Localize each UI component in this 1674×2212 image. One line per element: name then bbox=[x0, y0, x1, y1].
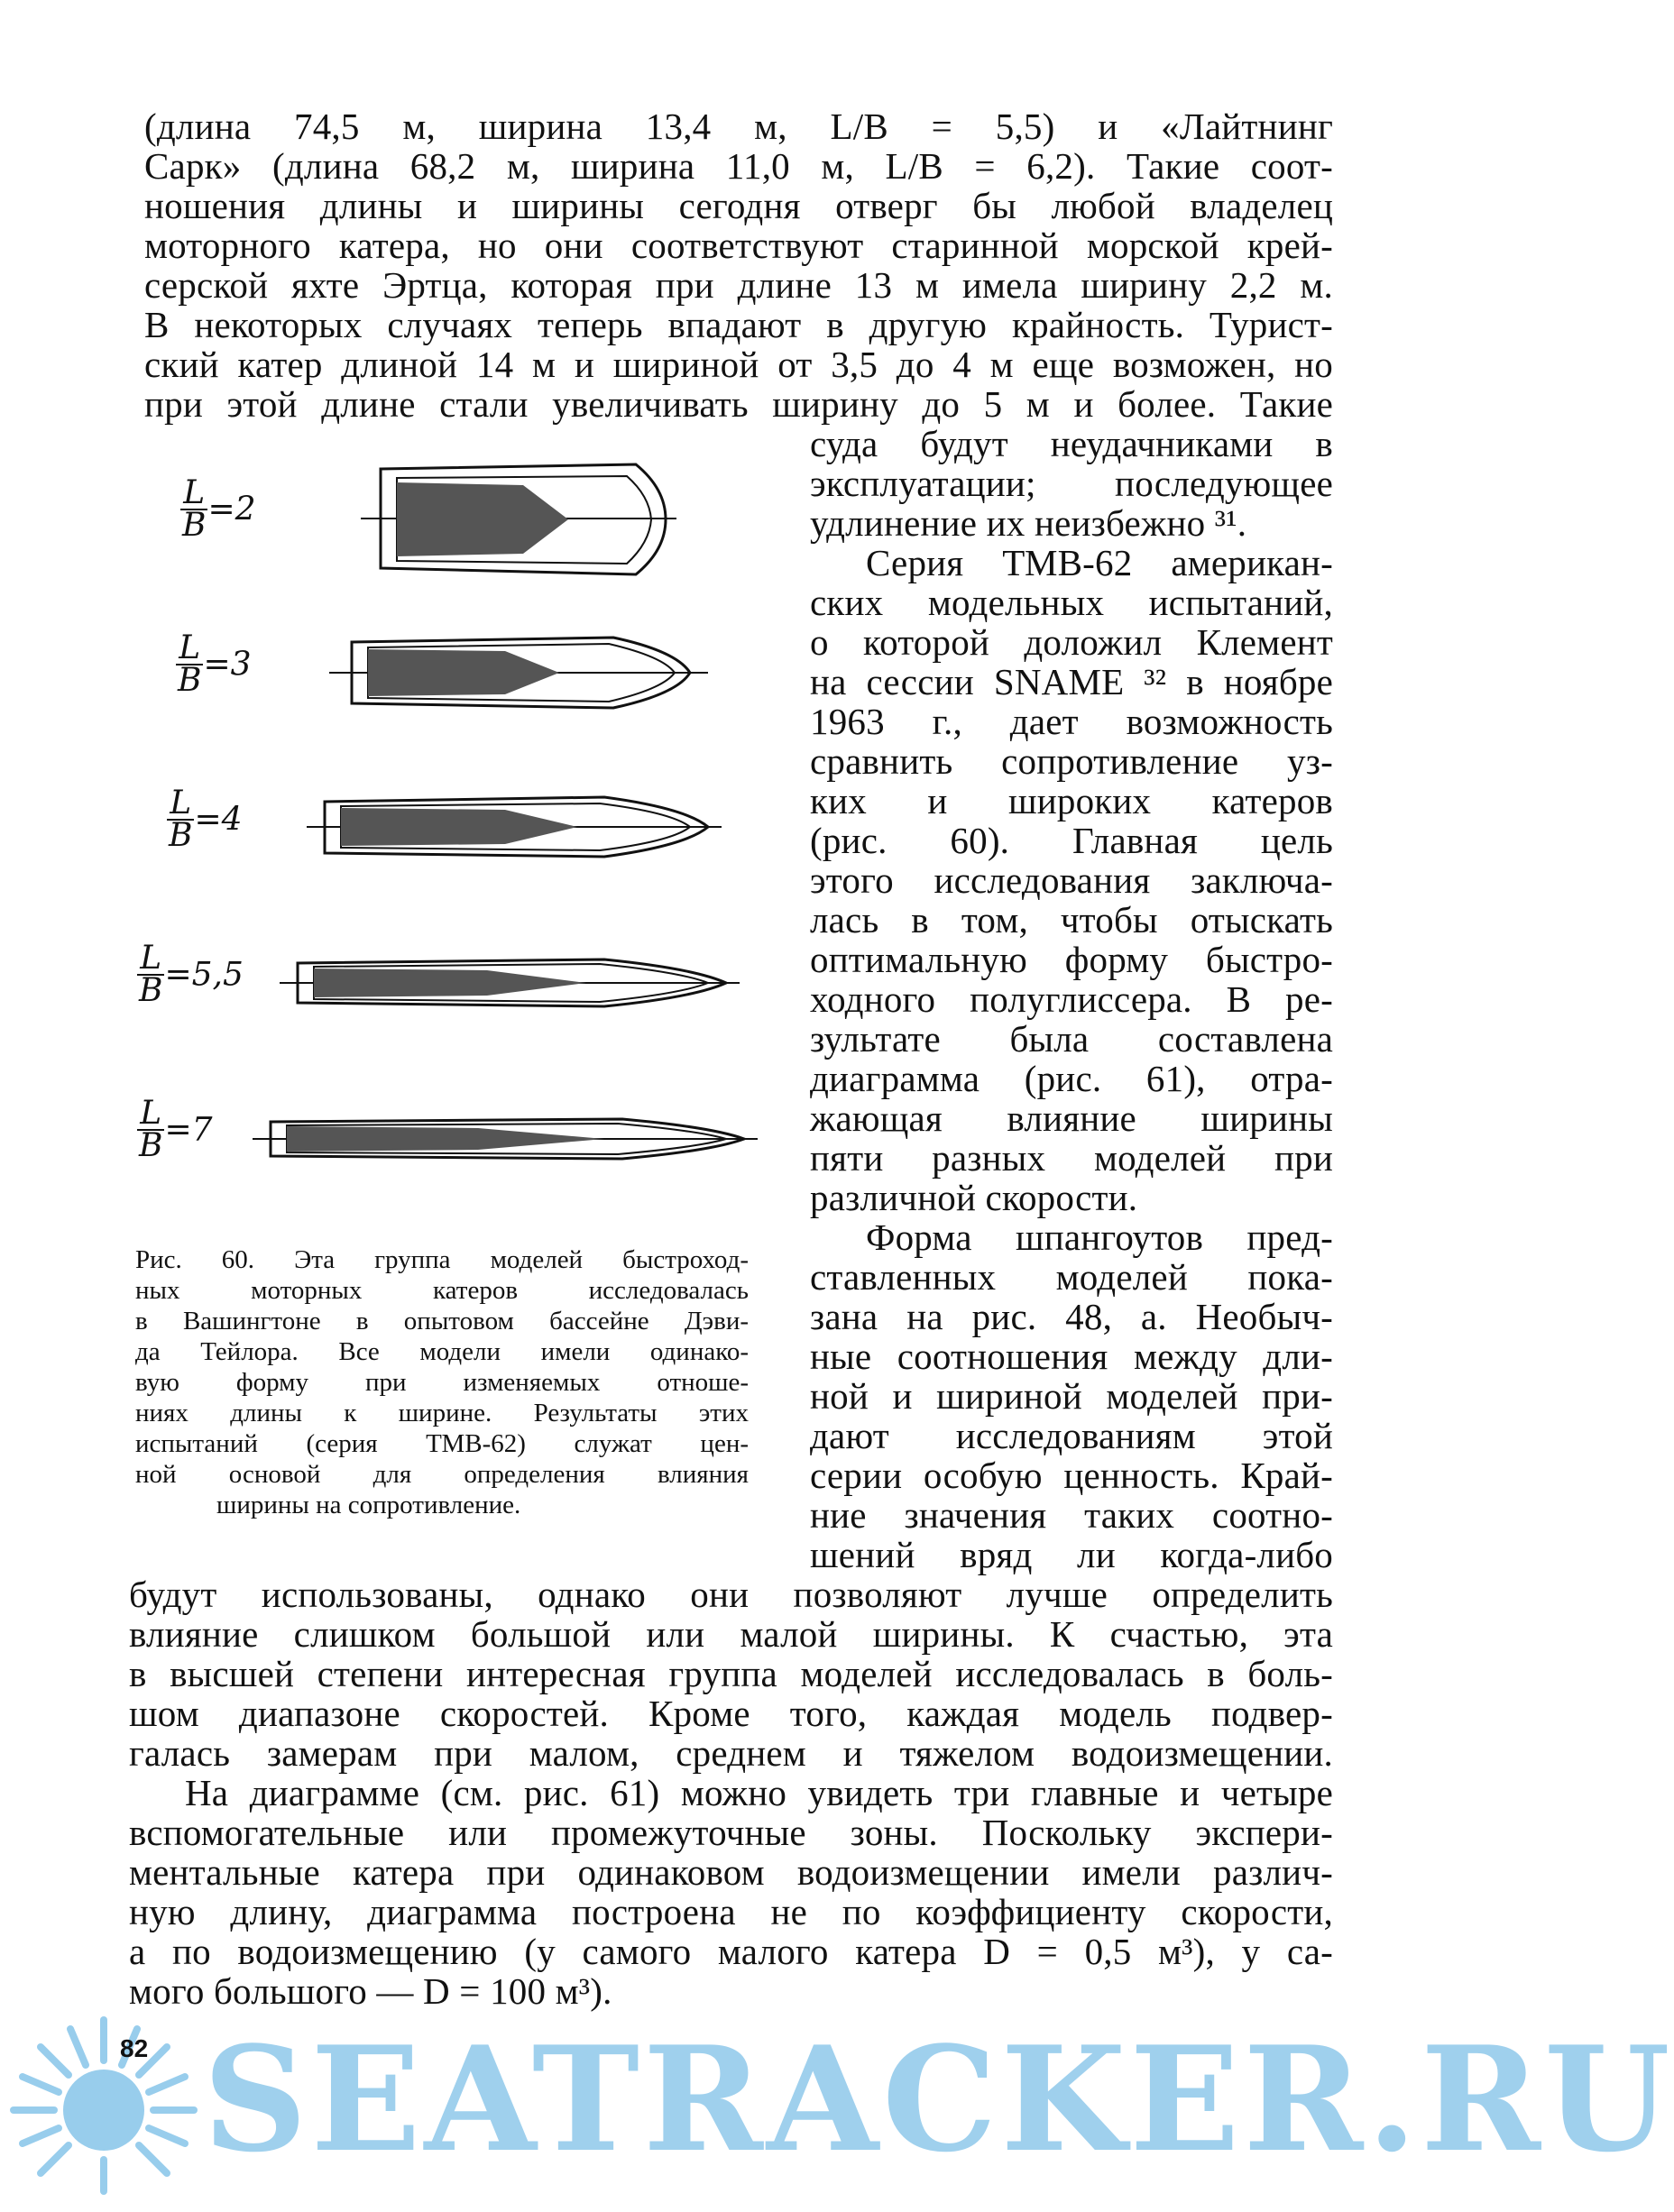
hull-ratio-7-icon bbox=[135, 1062, 767, 1198]
text-line: серии особую ценность. Край- bbox=[810, 1455, 1333, 1496]
text-line: на сессии SNAME ³² в ноябре bbox=[810, 661, 1333, 702]
text-line: диаграмма (рис. 61), отра- bbox=[810, 1058, 1333, 1099]
text-line: сравнить сопротивление уз- bbox=[810, 740, 1333, 782]
text-line: ные соотношения между дли- bbox=[810, 1335, 1333, 1377]
figure-caption-line: Рис. 60. Эта группа моделей быстроход- bbox=[135, 1245, 749, 1274]
ratio-label: $\frac{L}{B}$ =4 bbox=[169, 785, 243, 854]
text-line: будут использованы, однако они позволяют лучше определить bbox=[129, 1574, 1333, 1615]
page-number: 82 bbox=[120, 2034, 149, 2062]
text-line: ставленных моделей пока- bbox=[810, 1256, 1333, 1298]
figure-caption-line: ширины на сопротивление. bbox=[216, 1491, 521, 1519]
hull-ratio-2-icon bbox=[135, 442, 767, 577]
text-line: ной и шириной моделей при- bbox=[810, 1375, 1333, 1417]
text-line: ние значения таких соотно- bbox=[810, 1494, 1333, 1536]
text-line: пяти разных моделей при bbox=[810, 1137, 1333, 1179]
text-line: а по водоизмещению (у самого малого катера D = 0,5 м³), у са- bbox=[129, 1931, 1333, 1972]
ratio-den: B bbox=[169, 817, 193, 854]
text-line: дают исследованиям этой bbox=[810, 1415, 1333, 1456]
text-line: зультате была составлена bbox=[810, 1018, 1333, 1060]
ratio-num: L bbox=[137, 1098, 164, 1131]
text-line: этого исследования заключа- bbox=[810, 859, 1333, 901]
text-line: Сарк» (длина 68,2 м, ширина 11,0 м, L/B = 6,2). Такие соот- bbox=[144, 145, 1333, 187]
hull-row bbox=[135, 1062, 767, 1198]
text-line: На диаграмме (см. рис. 61) можно увидеть три главные и четыре bbox=[185, 1772, 1333, 1813]
hull-row bbox=[135, 442, 767, 577]
text-line: влияние слишком большой или малой ширины. К счастью, эта bbox=[129, 1613, 1333, 1655]
ratio-label: $\frac{L}{B}$ =3 bbox=[178, 629, 252, 699]
text-line: при этой длине стали увеличивать ширину до 5 м и более. Такие bbox=[144, 383, 1333, 425]
figure-caption-line: испытаний (серия ТМВ-62) служат цен- bbox=[135, 1429, 749, 1458]
figure-caption-line: в Вашингтоне в опытовом бассейне Дэви- bbox=[135, 1307, 749, 1335]
ratio-label: $\frac{L}{B}$ =7 bbox=[139, 1095, 213, 1164]
figure-caption-line: да Тейлора. Все модели имели одинако- bbox=[135, 1337, 749, 1366]
text-line: ких и широких катеров bbox=[810, 780, 1333, 821]
text-line: галась замерам при малом, среднем и тяжелом водоизмещении. bbox=[129, 1732, 1333, 1774]
ratio-num: L bbox=[137, 943, 164, 976]
text-line: ментальные катера при одинаковом водоизмещении имели различ- bbox=[129, 1851, 1333, 1893]
text-line: ских модельных испытаний, bbox=[810, 582, 1333, 623]
ratio-den: B bbox=[139, 1127, 163, 1164]
ratio-label: $\frac{L}{B}$ =2 bbox=[182, 474, 256, 544]
ratio-value: 5,5 bbox=[191, 956, 244, 994]
text-line: моторного катера, но они соответствуют старинной морской крей- bbox=[144, 225, 1333, 266]
hull-ratio-5-5-icon bbox=[135, 907, 767, 1042]
hull-ratio-3-icon bbox=[135, 597, 767, 732]
text-line: ношения длины и ширины сегодня отверг бы любой владелец bbox=[144, 185, 1333, 226]
figure-60 bbox=[135, 442, 767, 1235]
text-line: в высшей степени интересная группа моделей исследовалась в боль- bbox=[129, 1653, 1333, 1694]
text-line: (рис. 60). Главная цель bbox=[810, 820, 1333, 861]
figure-caption-line: ной основой для определения влияния bbox=[135, 1460, 749, 1489]
text-line: ную длину, диаграмма построена не по коэффициенту скорости, bbox=[129, 1891, 1333, 1932]
text-line: серской яхте Эртца, которая при длине 13 м имела ширину 2,2 м. bbox=[144, 264, 1333, 306]
text-line: Форма шпангоутов пред- bbox=[866, 1216, 1333, 1258]
watermark-logo: SEATRACKER.RU bbox=[203, 2015, 1674, 2184]
text-line: жающая влияние ширины bbox=[810, 1097, 1333, 1139]
figure-caption-line: ных моторных катеров исследовалась bbox=[135, 1276, 749, 1305]
text-line: В некоторых случаях теперь впадают в другую крайность. Турист- bbox=[144, 304, 1333, 345]
text-line: эксплуатации; последующее bbox=[810, 463, 1333, 504]
ratio-value: 2 bbox=[235, 491, 256, 528]
text-line: шений вряд ли когда-либо bbox=[810, 1534, 1333, 1575]
ratio-value: 4 bbox=[221, 801, 243, 839]
text-line: шом диапазоне скоростей. Кроме того, каждая модель подвер- bbox=[129, 1693, 1333, 1734]
text-line: суда будут неудачниками в bbox=[810, 423, 1333, 464]
watermark-sun-icon bbox=[9, 2011, 198, 2191]
ratio-num: L bbox=[180, 478, 207, 510]
text-line: зана на рис. 48, а. Необыч- bbox=[810, 1296, 1333, 1337]
ratio-den: B bbox=[182, 507, 207, 544]
text-line: ский катер длиной 14 м и шириной от 3,5 до 4 м еще возможен, но bbox=[144, 344, 1333, 385]
text-line: мого большого — D = 100 м³). bbox=[129, 1970, 612, 2012]
hull-row bbox=[135, 597, 767, 732]
ratio-den: B bbox=[178, 662, 202, 699]
text-line: оптимальную форму быстро- bbox=[810, 939, 1333, 980]
ratio-value: 7 bbox=[191, 1111, 213, 1149]
text-line: различной скорости. bbox=[810, 1177, 1138, 1218]
text-line: о которой доложил Клемент bbox=[810, 621, 1333, 663]
text-line: лась в том, чтобы отыскать bbox=[810, 899, 1333, 941]
text-line: удлинение их неизбежно ³¹. bbox=[810, 502, 1247, 544]
ratio-num: L bbox=[176, 633, 203, 665]
ratio-num: L bbox=[167, 788, 194, 821]
ratio-value: 3 bbox=[230, 646, 252, 684]
text-line: ходного полуглиссера. В ре- bbox=[810, 978, 1333, 1020]
figure-caption-line: ниях длины к ширине. Результаты этих bbox=[135, 1399, 749, 1427]
text-line: (длина 74,5 м, ширина 13,4 м, L/B = 5,5) и «Лайтнинг bbox=[144, 106, 1333, 147]
hull-row bbox=[135, 752, 767, 887]
ratio-label: $\frac{L}{B}$ =5,5 bbox=[139, 940, 244, 1009]
text-line: вспомогательные или промежуточные зоны. Поскольку экспери- bbox=[129, 1812, 1333, 1853]
figure-caption-line: вую форму при изменяемых отноше- bbox=[135, 1368, 749, 1397]
ratio-den: B bbox=[139, 972, 163, 1009]
text-line: 1963 г., дает возможность bbox=[810, 701, 1333, 742]
text-line: Серия ТМВ-62 американ- bbox=[866, 542, 1333, 583]
hull-ratio-4-icon bbox=[135, 752, 767, 887]
hull-row bbox=[135, 907, 767, 1042]
